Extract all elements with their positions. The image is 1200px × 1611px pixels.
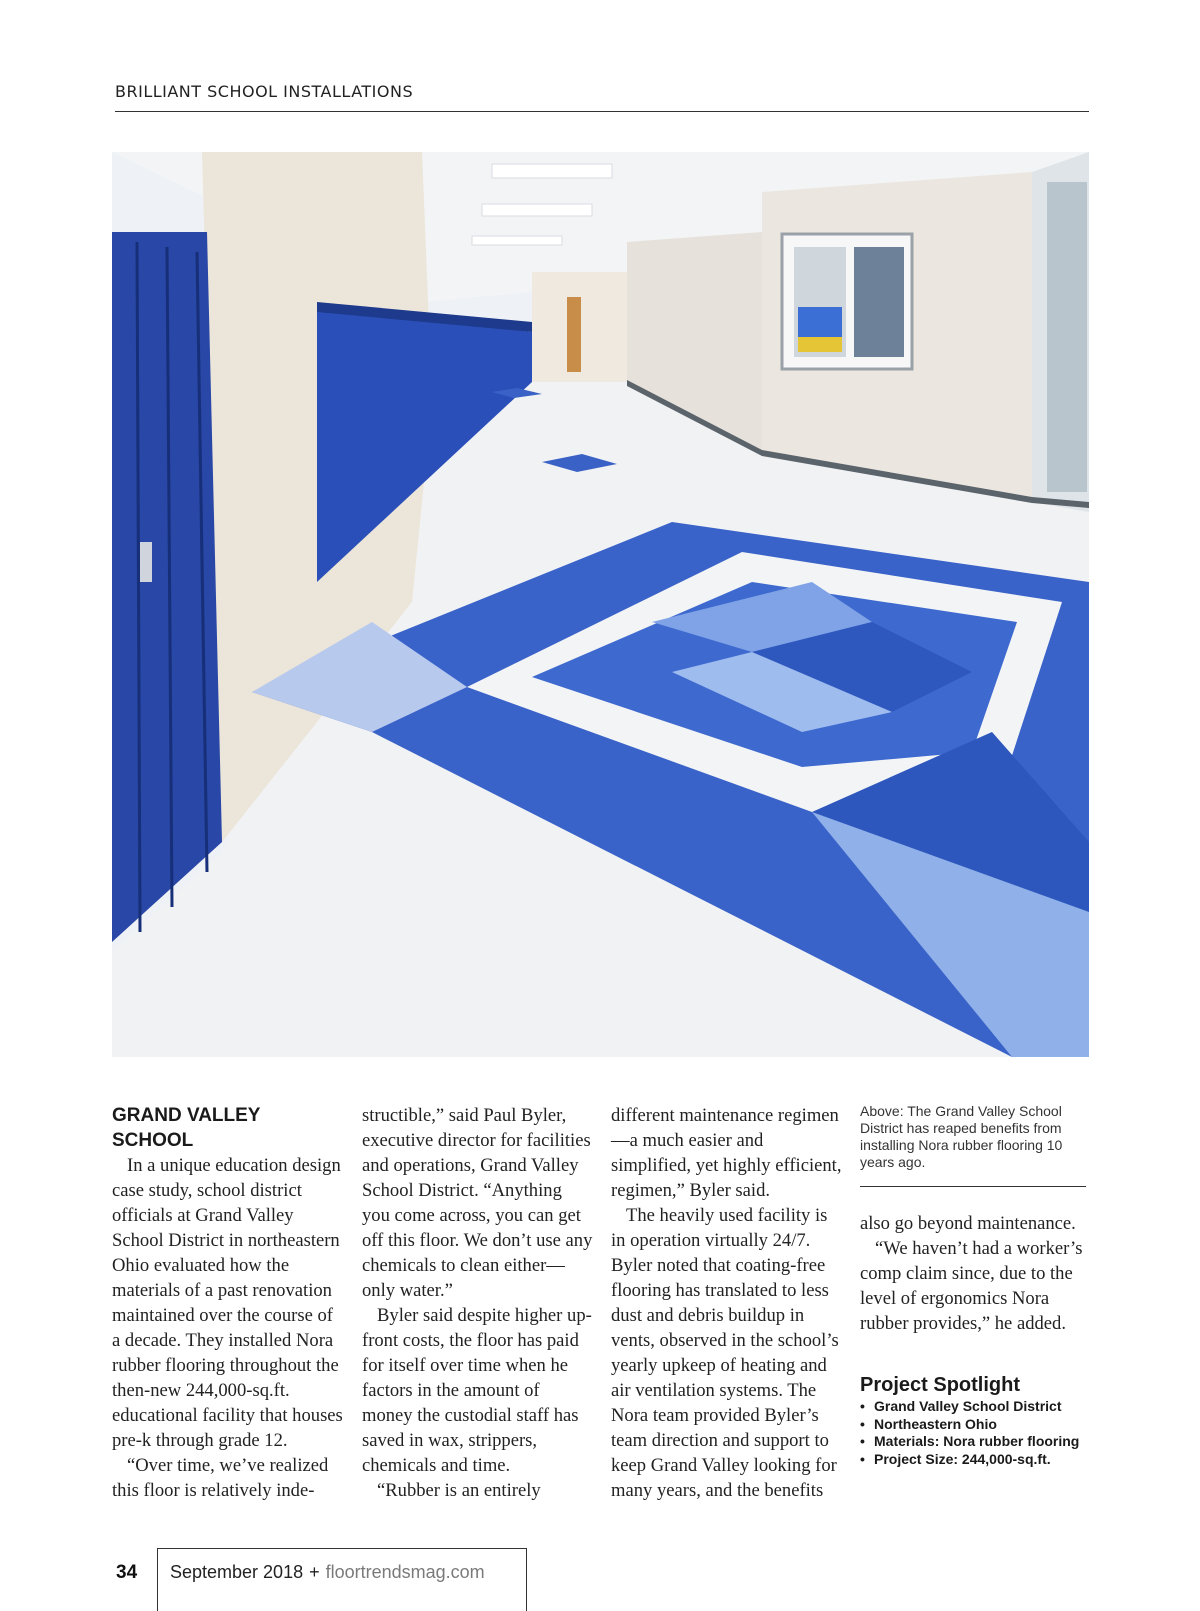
article-paragraph: also go beyond maintenance.: [860, 1213, 1076, 1234]
hallway-photo: [112, 152, 1089, 1057]
article-column-3: [611, 1103, 843, 1503]
photo-caption: Above: The Grand Valley School District has reaped benefits from installing Nora rubber flooring 10 years ago.: [860, 1103, 1086, 1187]
article-paragraph: The heavily used facility is in operation virtually 24/7. Byler noted that coating-free flooring has translated to less dust and debris buildup in vents, observed in the school’s yearly upkeep of heating and air ventilation systems. The Nora team provided Byler’s team direction and support to keep Grand Valley looking for many years, and the benefits: [611, 1205, 839, 1501]
list-item: • Project Size: 244,000-sq.ft.: [860, 1451, 1086, 1469]
footer-text: [170, 1562, 485, 1583]
article-paragraph: “Over time, we’ve realized this floor is relatively inde-: [112, 1455, 329, 1501]
spotlight-list: [860, 1398, 1086, 1468]
article-column-2: [362, 1103, 594, 1503]
article-paragraph: “Rubber is an entirely: [377, 1480, 541, 1501]
article-paragraph: different maintenance regimen—a much easier and simplified, yet highly efficient, regimen,” Byler said.: [611, 1105, 842, 1201]
list-item: • Northeastern Ohio: [860, 1416, 1086, 1434]
list-item: • Grand Valley School District: [860, 1398, 1086, 1416]
spotlight-title: Project Spotlight: [860, 1374, 1020, 1396]
website-link[interactable]: floortrendsmag.com: [325, 1562, 485, 1582]
article-column-4: [860, 1103, 1086, 1468]
article-paragraph: “We haven’t had a worker’s comp claim since, due to the level of ergonomics Nora rubber provides,” he added.: [860, 1238, 1083, 1334]
article-paragraph: In a unique education design case study, school district officials at Grand Valley School District in northeastern Ohio evaluated how the materials of a past renovation maintained over the course of a decade. They installed Nora rubber flooring throughout the then-new 244,000-sq.ft. educational facility that houses pre-k through grade 12.: [112, 1155, 343, 1451]
article-paragraph: Byler said despite higher up-front costs, the floor has paid for itself over time when he factors in the amount of money the custodial staff has saved in wax, strippers, chemicals and time.: [362, 1305, 592, 1476]
footer-separator: +: [309, 1562, 320, 1582]
article-paragraph: structible,” said Paul Byler, executive director for facilities and operations, Grand Valley School District. “Anything you come across, you can get off this floor. We don’t use any chemicals to clean either—only water.”: [362, 1105, 593, 1301]
section-header: BRILLIANT SCHOOL INSTALLATIONS: [115, 82, 1089, 112]
article-heading: GRAND VALLEY SCHOOL: [112, 1105, 261, 1151]
list-item: • Materials: Nora rubber flooring: [860, 1433, 1086, 1451]
page-footer: [112, 1548, 532, 1610]
page-number: 34: [116, 1562, 138, 1583]
article-column-1: [112, 1103, 344, 1503]
issue-date: September 2018: [170, 1562, 304, 1582]
